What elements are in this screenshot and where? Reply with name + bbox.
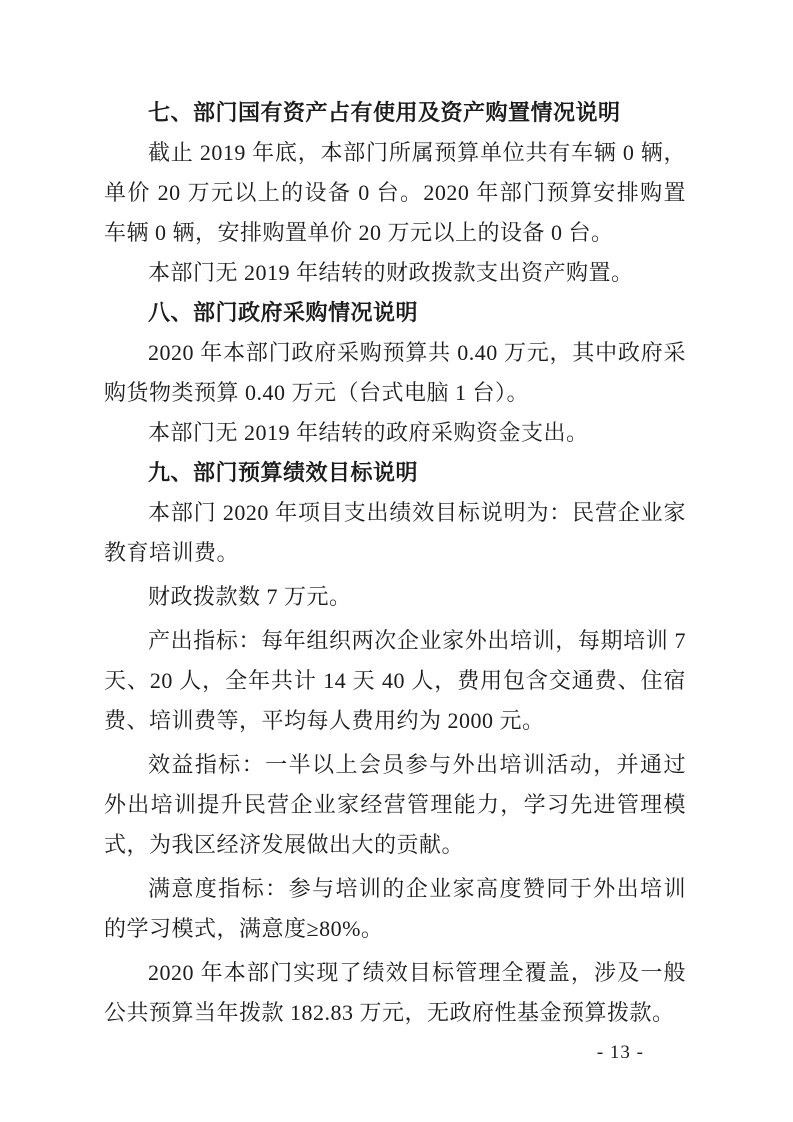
body-paragraph: 效益指标：一半以上会员参与外出培训活动，并通过外出培训提升民营企业家经营管理能力，学习先进管理模式，为我区经济发展做出大的贡献。 xyxy=(104,752,686,857)
section-budget-performance-targets xyxy=(104,453,686,1033)
body-paragraph: 2020 年本部门实现了绩效目标管理全覆盖，涉及一般公共预算当年拨款 182.83 万元，无政府性基金预算拨款。 xyxy=(104,960,686,1025)
section-heading: 七、部门国有资产占有使用及资产购置情况说明 xyxy=(148,100,621,125)
body-paragraph: 财政拨款数 7 万元。 xyxy=(148,584,352,609)
page-number: - 13 - xyxy=(596,1042,644,1063)
section-government-procurement xyxy=(104,293,686,453)
body-paragraph: 2020 年本部门政府采购预算共 0.40 万元，其中政府采购货物类预算 0.40 万元（台式电脑 1 台）。 xyxy=(104,340,686,405)
body-paragraph: 截止 2019 年底，本部门所属预算单位共有车辆 0 辆，单价 20 万元以上的设备 0 台。2020 年部门预算安排购置车辆 0 辆，安排购置单价 20 万元以上的设备 0 台。 xyxy=(104,140,686,245)
body-paragraph: 产出指标：每年组织两次企业家外出培训，每期培训 7 天、20 人，全年共计 14 天 40 人，费用包含交通费、住宿费、培训费等，平均每人费用约为 2000 元。 xyxy=(104,628,686,733)
section-heading: 八、部门政府采购情况说明 xyxy=(148,300,419,325)
section-heading: 九、部门预算绩效目标说明 xyxy=(148,460,419,485)
body-paragraph: 本部门无 2019 年结转的政府采购资金支出。 xyxy=(148,420,589,445)
section-state-assets xyxy=(104,93,686,293)
body-paragraph: 本部门无 2019 年结转的财政拨款支出资产购置。 xyxy=(148,260,634,285)
body-paragraph: 本部门 2020 年项目支出绩效目标说明为：民营企业家教育培训费。 xyxy=(104,500,686,565)
body-paragraph: 满意度指标：参与培训的企业家高度赞同于外出培训的学习模式，满意度≥80%。 xyxy=(104,876,686,941)
